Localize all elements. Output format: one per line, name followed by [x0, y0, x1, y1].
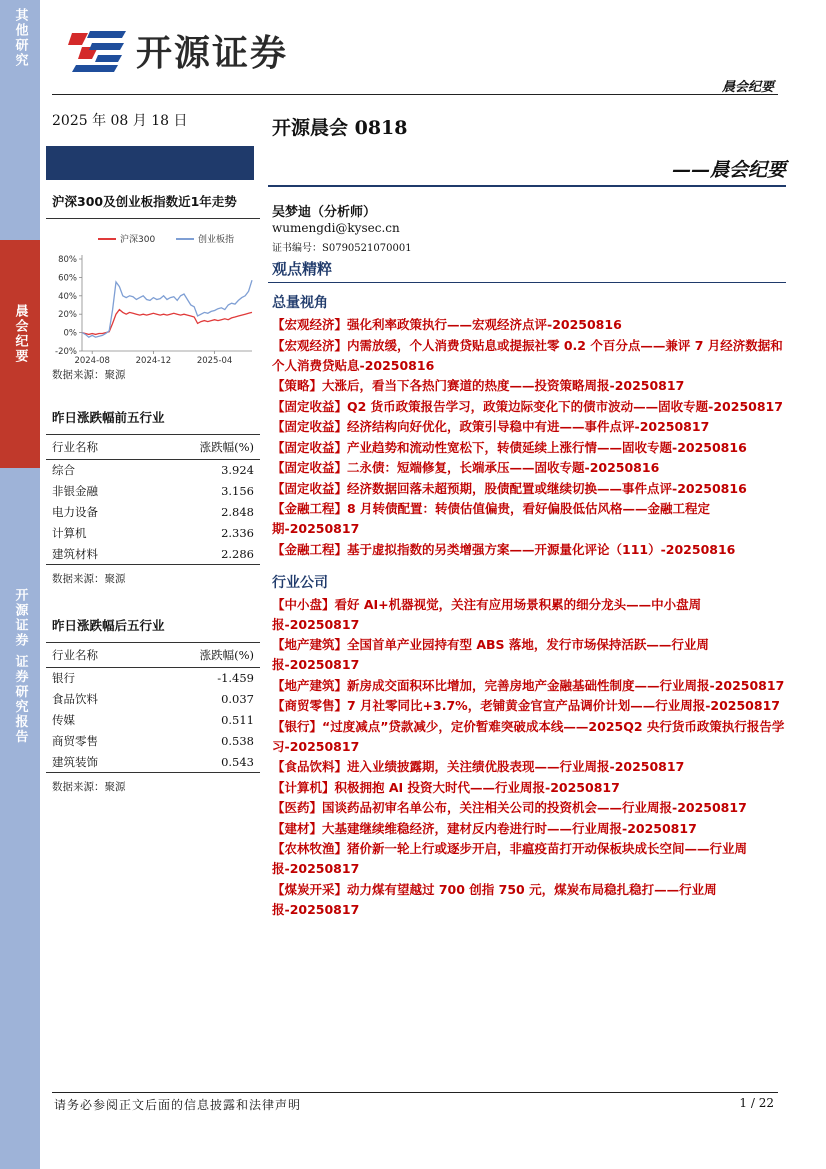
table-row — [46, 710, 260, 731]
industry-name: 电力设备 — [52, 505, 98, 519]
report-item-link[interactable]: 【煤炭开采】动力煤有望越过 700 创指 750 元，煤炭布局稳扎稳打——行业周报-20250817 — [272, 881, 717, 917]
industry-change: 0.538 — [221, 734, 254, 748]
analyst-name: 吴梦迪（分析师） — [272, 205, 377, 220]
title-divider — [268, 185, 786, 187]
series-line-0 — [82, 310, 252, 335]
x-tick-label: 2025-04 — [196, 356, 233, 366]
page-subtitle: ——晨会纪要 — [671, 159, 786, 181]
y-tick-label: 60% — [58, 273, 77, 284]
industry-name: 建筑材料 — [46, 544, 146, 565]
index-line-chart — [46, 219, 260, 366]
group-heading: 行业公司 — [272, 574, 328, 591]
table-row — [46, 731, 260, 752]
side-strip — [0, 0, 40, 1169]
report-item-link[interactable]: 【固定收益】经济结构向好优化，政策引导稳中有进——事件点评-20250817 — [272, 419, 710, 434]
report-item-link[interactable]: 【金融工程】基于虚拟指数的另类增强方案——开源量化评论（111）-20250816 — [272, 541, 736, 557]
logo-text: 开源证券 — [136, 32, 289, 74]
report-item-link[interactable]: 【食品饮料】进入业绩披露期，关注绩优股表现——行业周报-20250817 — [272, 759, 685, 774]
industry-change: 2.848 — [221, 505, 254, 519]
y-tick-label: 80% — [58, 255, 77, 265]
analyst-email[interactable]: wumengdi@kysec.cn — [272, 221, 400, 235]
bottom5-table — [46, 642, 260, 773]
report-item-link[interactable]: 【固定收益】经济数据回落未超预期，股债配置或继续切换——事件点评-20250816 — [272, 480, 747, 496]
industry-name: 计算机 — [52, 526, 87, 540]
top5-table — [46, 434, 260, 565]
side-strip-middle — [0, 240, 40, 468]
report-item-link[interactable]: 【银行】“过度减点”贷款减少，定价暂难突破成本线——2025Q2 央行货币政策执行报告学习-20250817 — [272, 718, 785, 754]
header-category: 晨会纪要 — [721, 80, 774, 95]
page-title: 开源晨会 0818 — [272, 117, 408, 139]
industry-name: 传媒 — [52, 713, 75, 727]
analyst-cert: 证书编号：S0790521070001 — [272, 243, 412, 254]
y-tick-label: 40% — [58, 291, 77, 302]
industry-change: 3.924 — [221, 463, 254, 478]
industry-name: 商贸零售 — [52, 734, 98, 748]
top5-panel — [46, 408, 260, 586]
x-tick-label: 2024-12 — [135, 356, 172, 366]
bottom5-title: 昨日涨跌幅后五行业 — [52, 618, 165, 633]
industry-change: -1.459 — [217, 671, 254, 686]
report-item-link[interactable]: 【宏观经济】强化利率政策执行——宏观经济点评-20250816 — [272, 317, 622, 332]
legend-label: 创业板指 — [198, 235, 235, 245]
index-chart-panel — [46, 192, 260, 382]
report-item-link[interactable]: 【商贸零售】7 月社零同比+3.7%，老铺黄金官宣产品调价计划——行业周报-20250817 — [272, 698, 780, 713]
col-header-name: 行业名称 — [46, 435, 146, 460]
top5-title: 昨日涨跌幅前五行业 — [52, 410, 165, 425]
legend-label: 沪深300 — [120, 235, 156, 245]
col-header-name: 行业名称 — [46, 643, 146, 668]
table-row — [46, 502, 260, 523]
views-heading: 观点精粹 — [272, 260, 333, 278]
industry-name: 非银金融 — [52, 484, 98, 498]
industry-change: 0.543 — [146, 752, 260, 773]
y-tick-label: 0% — [63, 328, 77, 339]
col-header-change: 涨跌幅(%) — [146, 643, 260, 668]
industry-change: 2.336 — [221, 526, 254, 540]
industry-name: 食品饮料 — [52, 692, 98, 706]
footer-divider — [52, 1092, 778, 1093]
table-header-row — [46, 643, 260, 668]
report-item-link[interactable]: 【宏观经济】内需放缓，个人消费贷贴息或提振社零 0.2 个百分点——兼评 7 月经济数据和个人消费贷贴息-20250816 — [272, 337, 783, 373]
report-item-link[interactable]: 【地产建筑】全国首单产业园持有型 ABS 落地，发行市场保持活跃——行业周报-20250817 — [272, 637, 709, 672]
page-number: 1 / 22 — [739, 1096, 774, 1110]
table-row — [46, 689, 260, 710]
series-line-1 — [82, 280, 252, 337]
date-banner — [46, 146, 254, 180]
industry-change: 0.511 — [221, 713, 254, 727]
table-row — [46, 481, 260, 502]
report-item-link[interactable]: 【固定收益】产业趋势和流动性宽松下，转债延续上涨行情——固收专题-20250816 — [272, 439, 747, 455]
table-header-row — [46, 435, 260, 460]
group-heading: 总量视角 — [272, 295, 328, 311]
industry-name: 综合 — [52, 463, 75, 478]
report-item-link[interactable]: 【地产建筑】新房成交面积环比增加，完善房地产金融基础性制度——行业周报-20250817 — [272, 677, 785, 693]
industry-change: 2.286 — [146, 544, 260, 565]
top5-source: 数据来源：聚源 — [52, 573, 126, 585]
footer-disclaimer: 请务必参阅正文后面的信息披露和法律声明 — [54, 1098, 302, 1112]
report-date: 2025 年 08 月 18 日 — [52, 113, 188, 129]
report-item-link[interactable]: 【计算机】积极拥抱 AI 投资大时代——行业周报-20250817 — [272, 779, 620, 795]
bottom5-panel — [46, 616, 260, 794]
table-row — [46, 668, 260, 689]
industry-change: 0.037 — [221, 692, 254, 706]
report-item-link[interactable]: 【策略】大涨后，看当下各热门赛道的热度——投资策略周报-20250817 — [272, 378, 685, 393]
company-logo — [68, 24, 288, 76]
report-item-link[interactable]: 【建材】大基建继续维稳经济，建材反内卷进行时——行业周报-20250817 — [272, 820, 697, 836]
chart-source: 数据来源：聚源 — [52, 369, 126, 381]
table-row — [46, 523, 260, 544]
report-list — [272, 290, 786, 920]
industry-name: 建筑装饰 — [46, 752, 146, 773]
kaiyuan-logo-icon — [68, 25, 130, 75]
y-tick-label: -20% — [55, 347, 77, 357]
col-header-change: 涨跌幅(%) — [146, 435, 260, 460]
table-row — [46, 544, 260, 565]
side-strip-bottom-label: 开源证券 证券研究报告 — [12, 588, 28, 745]
industry-change: 3.156 — [221, 484, 254, 498]
report-item-link[interactable]: 【固定收益】Q2 货币政策报告学习，政策边际变化下的债市波动——固收专题-20250817 — [272, 398, 783, 414]
y-tick-label: 20% — [58, 310, 77, 321]
report-item-link[interactable]: 【中小盘】看好 AI+机器视觉，关注有应用场景积累的细分龙头——中小盘周报-20250817 — [272, 596, 702, 632]
x-tick-label: 2024-08 — [74, 356, 110, 366]
report-item-link[interactable]: 【固定收益】二永债：短端修复，长端承压——固收专题-20250816 — [272, 460, 660, 475]
table-row — [46, 460, 260, 481]
header-divider — [52, 94, 778, 95]
table-row — [46, 752, 260, 773]
side-strip-top — [0, 0, 40, 240]
views-divider — [268, 282, 786, 283]
industry-name: 银行 — [52, 671, 75, 686]
report-item-link[interactable]: 【医药】国谈药品初审名单公布，关注相关公司的投资机会——行业周报-20250817 — [272, 800, 747, 815]
index-chart-title: 沪深300及创业板指数近1年走势 — [52, 194, 237, 209]
report-item-link[interactable]: 【金融工程】8 月转债配置：转债估值偏贵，看好偏股低估风格——金融工程定期-20250817 — [272, 501, 711, 536]
side-strip-bottom — [0, 468, 40, 1169]
side-strip-middle-label: 晨会纪要 — [12, 304, 28, 364]
side-strip-top-label: 其他研究 — [12, 8, 28, 68]
report-item-link[interactable]: 【农林牧渔】猪价新一轮上行或逐步开启，非瘟疫苗打开动保板块成长空间——行业周报-20250817 — [272, 841, 748, 876]
bottom5-source: 数据来源：聚源 — [52, 781, 126, 793]
